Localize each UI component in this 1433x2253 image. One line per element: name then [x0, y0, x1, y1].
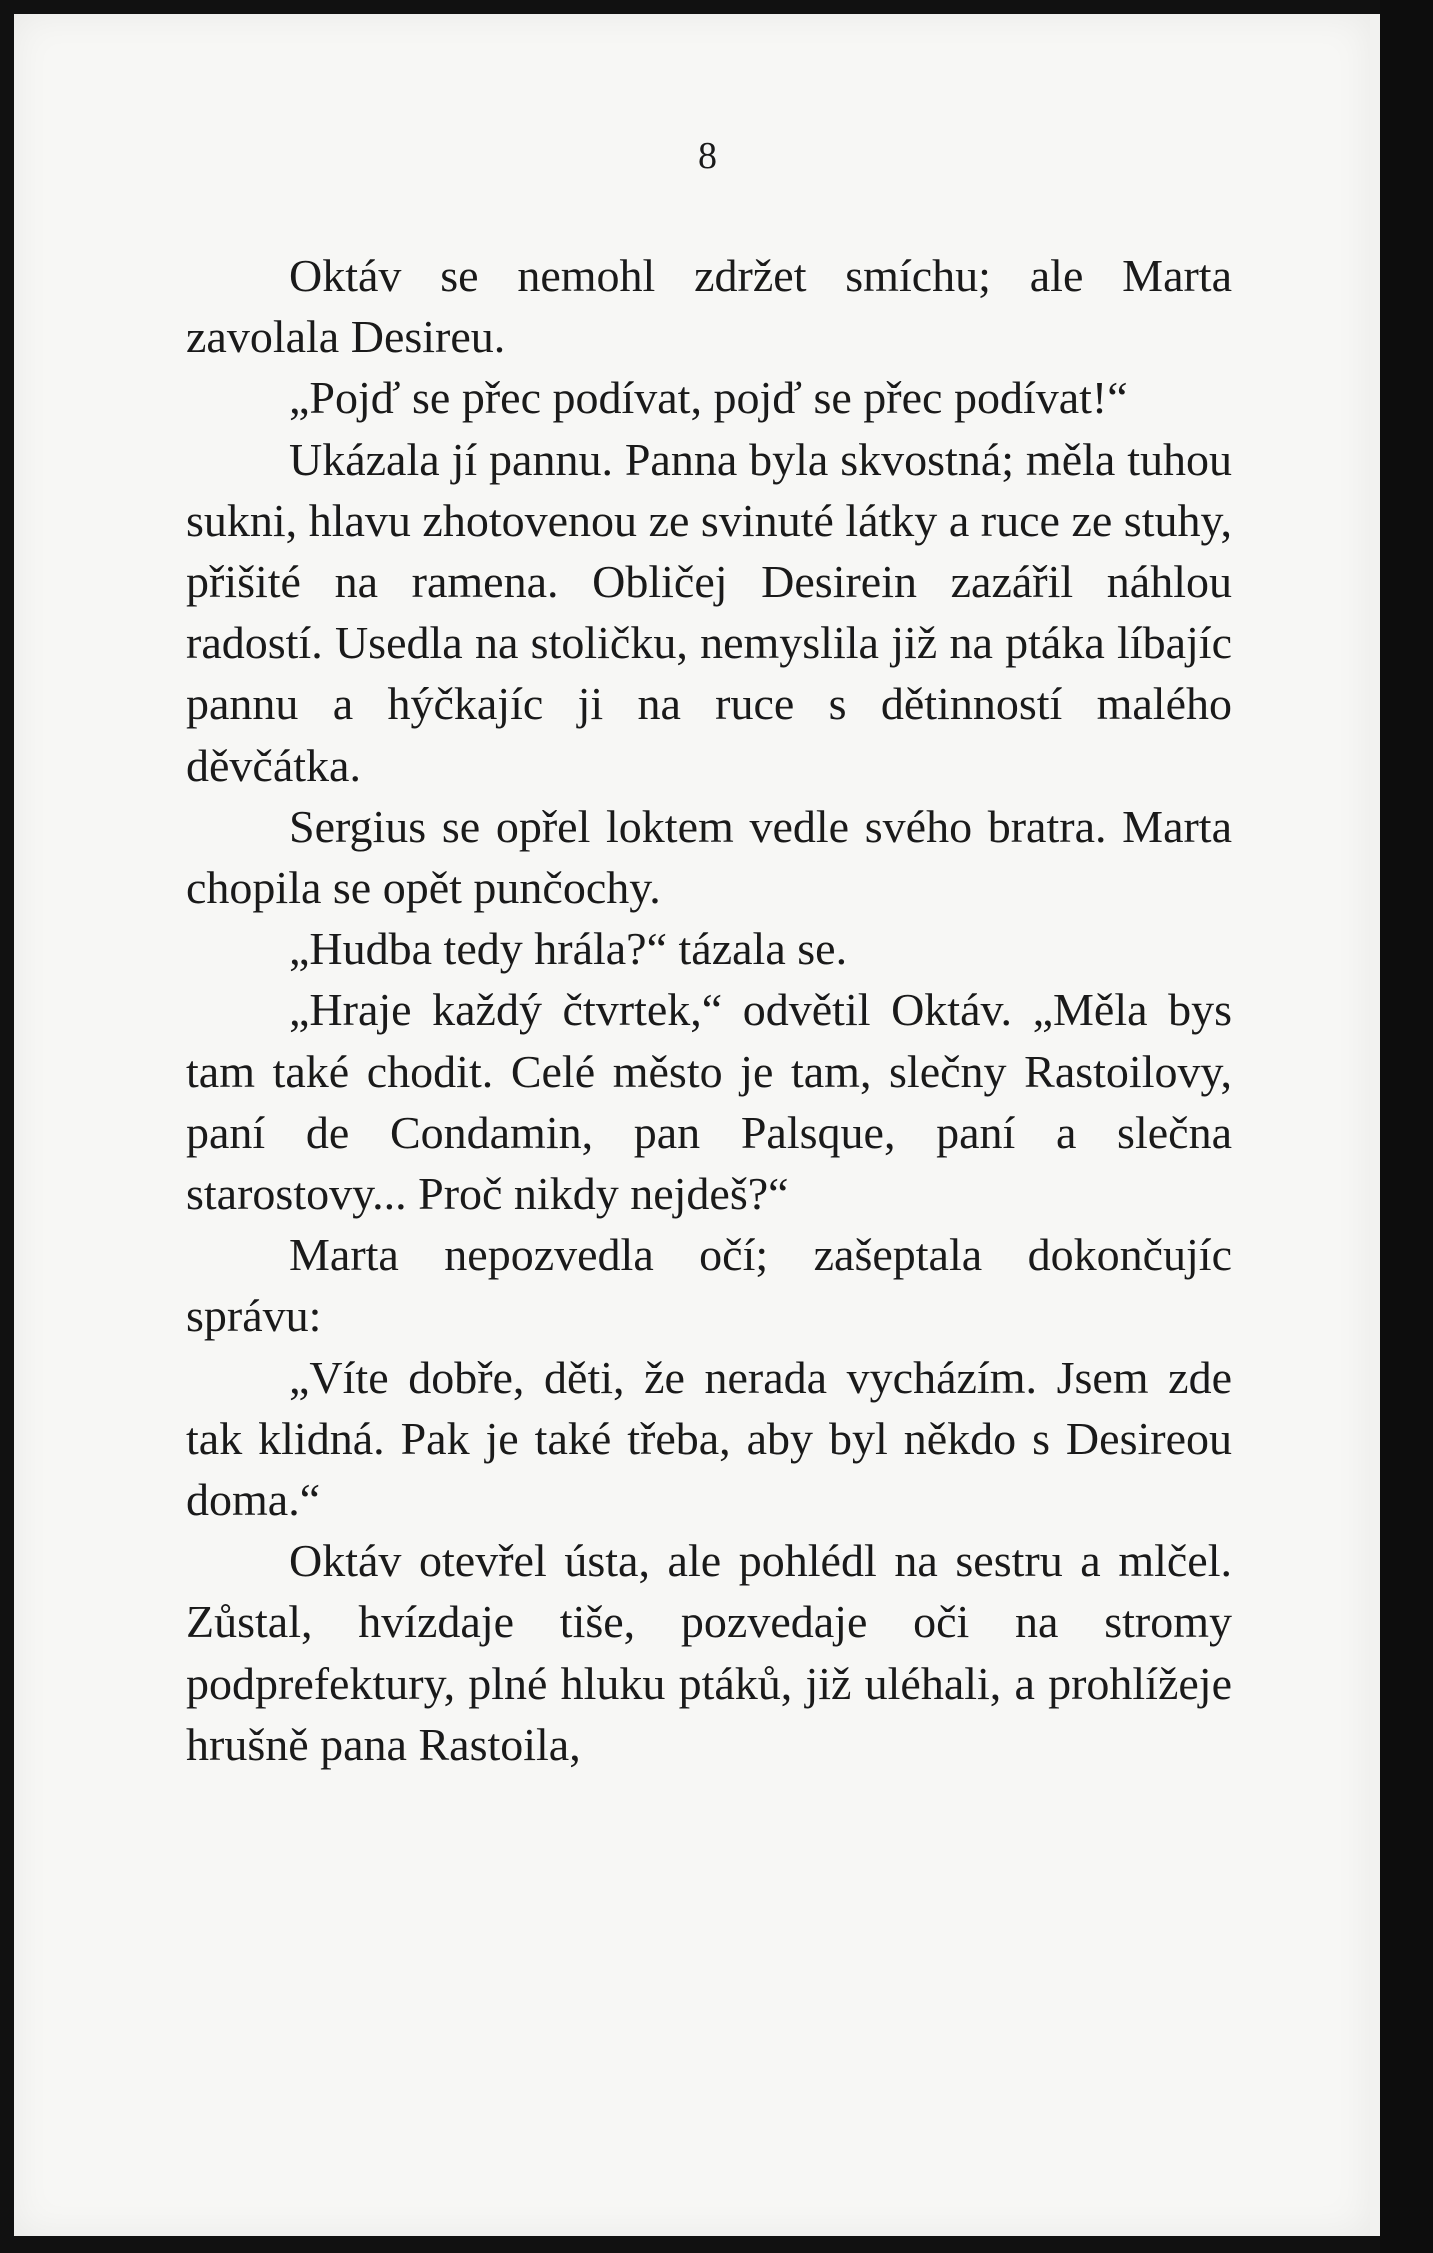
paragraph: „Hraje každý čtvrtek,“ odvětil Oktáv. „Měla bys tam také chodit. Celé město je tam, slečny Rastoilovy, paní de Condamin, pan Palsque, paní a slečna starostovy... Proč nikdy nejdeš?“ — [186, 984, 1232, 1220]
paragraph: Marta nepozvedla očí; zašeptala dokončujíc správu: — [186, 1229, 1232, 1342]
paragraph: „Hudba tedy hrála?“ tázala se. — [289, 923, 848, 975]
paragraph: „Víte dobře, děti, že nerada vycházím. Jsem zde tak klidná. Pak je také třeba, aby byl někdo s Desireou doma.“ — [186, 1351, 1232, 1526]
paragraph: Oktáv otevřel ústa, ale pohlédl na sestru a mlčel. Zůstal, hvízdaje tiše, pozvedaje oči na stromy podprefektury, plné hluku ptáků, již uléhali, a prohlížeje hrušně pana Rastoila, — [186, 1535, 1232, 1770]
paragraph: Oktáv se nemohl zdržet smíchu; ale Marta zavolala Desireu. — [186, 250, 1232, 363]
body-text — [186, 245, 1232, 1775]
paragraph: „Pojď se přec podívat, pojď se přec podívat!“ — [289, 372, 1128, 424]
scan-border — [1380, 0, 1433, 2253]
paragraph: Sergius se opřel loktem vedle svého bratra. Marta chopila se opět punčochy. — [186, 800, 1232, 914]
page-number: 8 — [698, 135, 717, 177]
paragraph: Ukázala jí pannu. Panna byla skvostná; měla tuhou sukni, hlavu zhotovenou ze svinuté látky a ruce ze stuhy, přišité na ramena. Obličej Desirein zazářil náhlou radostí. Usedla na stoličku, nemyslila již na ptáka líbajíc pannu a hýčkajíc ji na ruce s dětinností malého děvčátka. — [186, 433, 1232, 791]
page-edge — [1370, 14, 1380, 2236]
